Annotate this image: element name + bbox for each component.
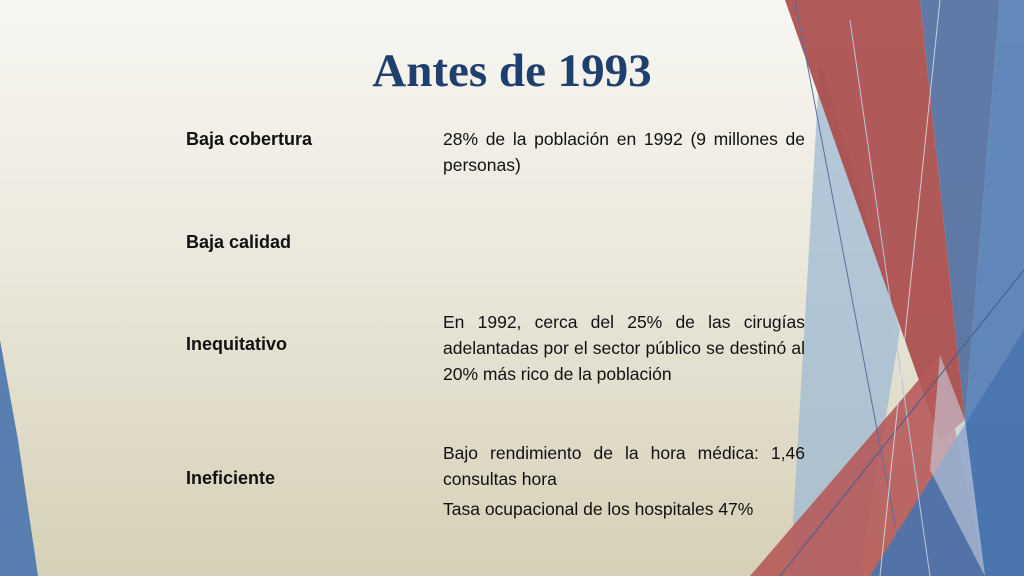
slide-title: Antes de 1993: [372, 45, 652, 97]
description-line: En 1992, cerca del 25% de las cirugías adelantadas por el sector público se destinó al 20% más rico de la población: [443, 312, 805, 384]
row-label-baja-calidad: Baja calidad: [186, 232, 292, 252]
row-description-ineficiente: [443, 440, 805, 522]
description-line: Bajo rendimiento de la hora médica: 1,46 consultas hora: [443, 443, 805, 489]
row-label-inequitativo: Inequitativo: [186, 334, 288, 354]
description-line: 28% de la población en 1992 (9 millones de personas): [443, 129, 805, 175]
row-label-baja-cobertura: Baja cobertura: [186, 129, 313, 149]
row-label-ineficiente: Ineficiente: [186, 468, 276, 488]
left-blue-sliver: [0, 340, 38, 576]
description-line: Tasa ocupacional de los hospitales 47%: [443, 499, 754, 519]
row-description-inequitativo: [443, 309, 805, 387]
row-description-baja-cobertura: [443, 126, 805, 178]
